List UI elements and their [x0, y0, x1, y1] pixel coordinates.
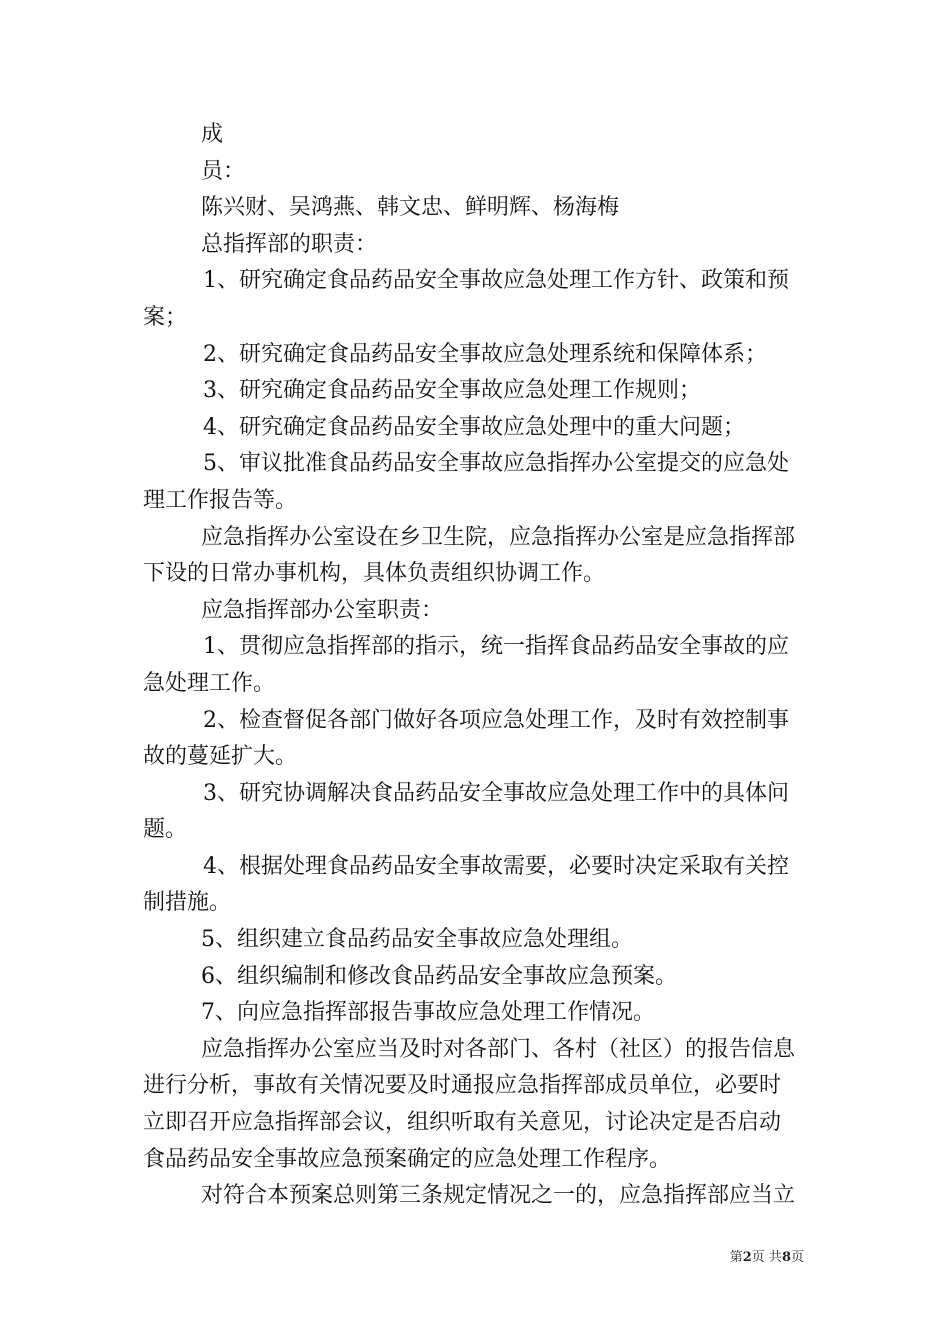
text-line: 故的蔓延扩大。 — [143, 744, 298, 770]
list-item: 3、研究确定食品药品安全事故应急处理工作规则； — [203, 378, 701, 404]
list-item: 2、研究确定食品药品安全事故应急处理系统和保障体系； — [203, 341, 767, 367]
document-body — [143, 117, 807, 1215]
list-item: 4、根据处理食品药品安全事故需要，必要时决定采取有关控 — [203, 853, 789, 879]
list-item: 2、检查督促各部门做好各项应急处理工作，及时有效控制事 — [203, 707, 789, 733]
list-item: 3、研究协调解决食品药品安全事故应急处理工作中的具体问 — [203, 780, 789, 806]
list-item: 7、向应急指挥部报告事故应急处理工作情况。 — [201, 1000, 655, 1026]
current-page-number: 2 — [742, 1250, 752, 1265]
paragraph-line: 进行分析，事故有关情况要及时通报应急指挥部成员单位，必要时 — [143, 1073, 782, 1099]
text-line: 员： — [201, 158, 246, 184]
list-item: 4、研究确定食品药品安全事故应急处理中的重大问题； — [203, 414, 745, 440]
text-line: 制措施。 — [143, 890, 232, 916]
list-item: 1、研究确定食品药品安全事故应急处理工作方针、政策和预 — [203, 268, 789, 294]
text-line: 急处理工作。 — [143, 670, 276, 696]
section-heading: 总指挥部的职责： — [201, 231, 378, 257]
list-item: 5、组织建立食品药品安全事故应急处理组。 — [201, 927, 633, 953]
section-heading: 应急指挥部办公室职责： — [201, 597, 444, 623]
total-pages-number: 8 — [781, 1250, 791, 1265]
footer-suffix: 页 — [790, 1250, 804, 1265]
list-item: 6、组织编制和修改食品药品安全事故应急预案。 — [201, 963, 677, 989]
paragraph-line: 应急指挥办公室应当及时对各部门、各村（社区）的报告信息 — [201, 1036, 796, 1062]
paragraph-line: 下设的日常办事机构，具体负责组织协调工作。 — [143, 561, 606, 587]
paragraph-line: 食品药品安全事故应急预案确定的应急处理工作程序。 — [143, 1146, 672, 1172]
footer-middle: 页 共 — [751, 1250, 782, 1265]
text-line: 理工作报告等。 — [143, 487, 298, 513]
text-line: 题。 — [143, 817, 188, 843]
list-item: 5、审议批准食品药品安全事故应急指挥办公室提交的应急处 — [203, 451, 789, 477]
paragraph-line: 应急指挥办公室设在乡卫生院，应急指挥办公室是应急指挥部 — [201, 524, 796, 550]
text-line: 成 — [201, 122, 224, 147]
paragraph-line: 立即召开应急指挥部会议，组织听取有关意见，讨论决定是否启动 — [143, 1110, 782, 1136]
page-footer — [0, 1246, 804, 1265]
text-line: 陈兴财、吴鸿燕、韩文忠、鲜明辉、杨海梅 — [201, 195, 620, 221]
list-item: 1、贯彻应急指挥部的指示，统一指挥食品药品安全事故的应 — [203, 634, 789, 660]
text-line: 案； — [143, 304, 188, 330]
paragraph-line: 对符合本预案总则第三条规定情况之一的，应急指挥部应当立 — [201, 1183, 796, 1209]
footer-prefix: 第 — [729, 1250, 743, 1265]
